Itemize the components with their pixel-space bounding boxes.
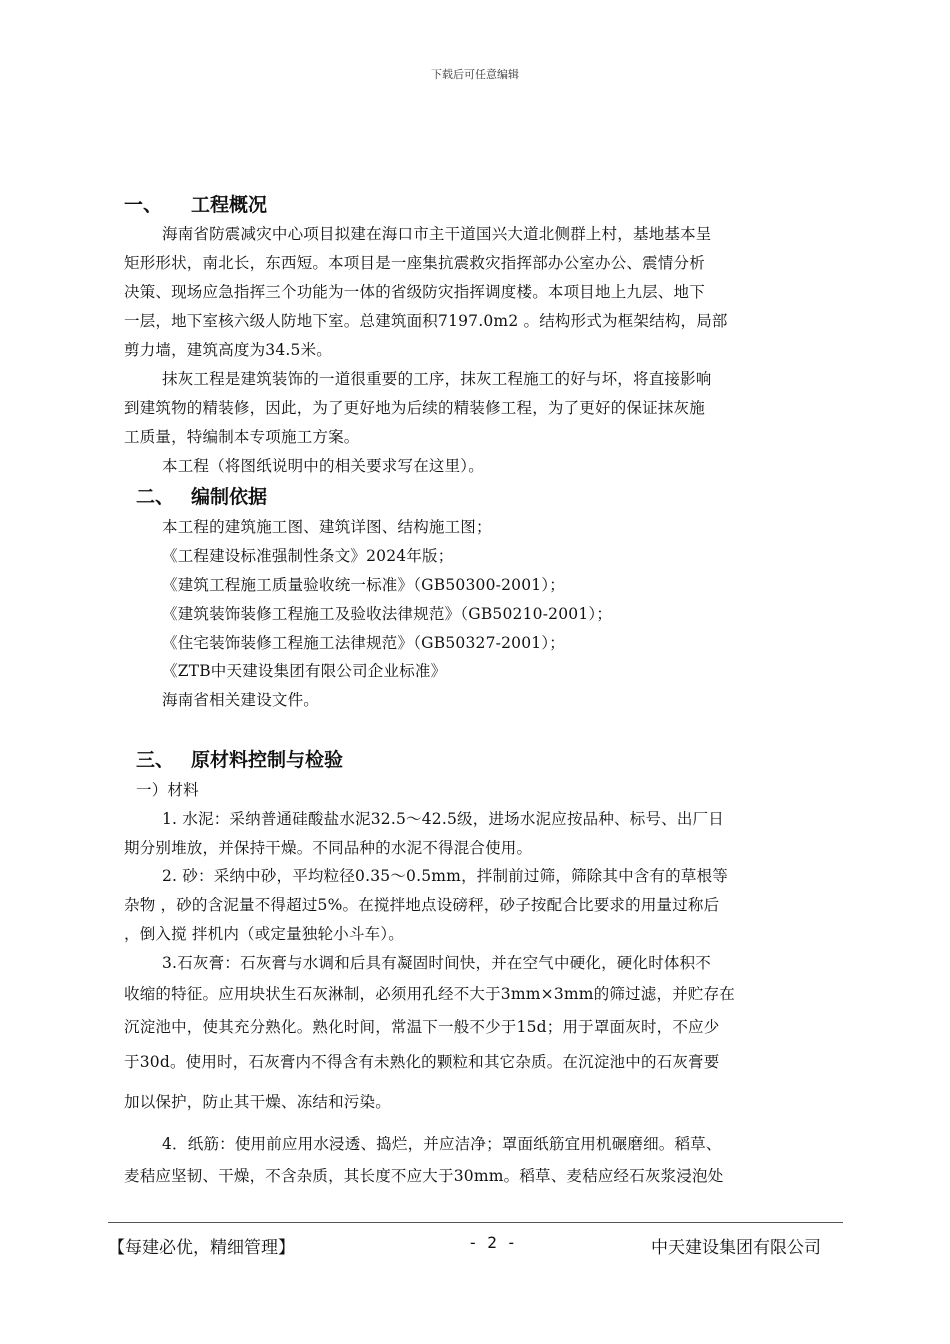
paragraph-line: 剪力墙，建筑高度为34.5米。 [124, 341, 333, 359]
section-title: 工程概况 [191, 194, 268, 216]
section-heading-1 [124, 190, 268, 217]
paragraph-line: 沉淀池中，使其充分熟化。熟化时间，常温下一般不少于15d；用于罩面灰时，不应少 [124, 1018, 720, 1036]
section-number: 一、 [124, 194, 163, 216]
section-heading-3 [136, 745, 344, 772]
footer-divider [108, 1222, 843, 1223]
reference-item: 《工程建设标准强制性条文》2024年版； [162, 547, 454, 565]
paragraph-line: 加以保护，防止其干燥、冻结和污染。 [124, 1093, 391, 1111]
paragraph-line: 海南省防震减灾中心项目拟建在海口市主干道国兴大道北侧群上村，基地基本呈 [162, 225, 712, 243]
footer-company: 中天建设集团有限公司 [651, 1238, 821, 1258]
paragraph-line: 决策、现场应急指挥三个功能为一体的省级防灾指挥调度楼。本项目地上九层、地下 [124, 283, 705, 301]
section-title: 编制依据 [191, 486, 268, 508]
reference-item: 本工程的建筑施工图、建筑详图、结构施工图； [162, 518, 492, 536]
paragraph-line: 4．纸筋：使用前应用水浸透、捣烂，并应洁净；罩面纸筋宜用机碾磨细。稻草、 [162, 1135, 722, 1153]
reference-item: 《住宅装饰装修工程施工法律规范》（GB50327-2001）； [162, 634, 565, 652]
reference-item: 《建筑装饰装修工程施工及验收法律规范》（GB50210-2001）； [162, 605, 613, 623]
section-heading-2 [136, 482, 268, 509]
reference-item: 《建筑工程施工质量验收统一标准》（GB50300-2001）； [162, 576, 565, 594]
section-title: 原材料控制与检验 [191, 749, 344, 771]
paragraph-line: 抹灰工程是建筑装饰的一道很重要的工序，抹灰工程施工的好与坏，将直接影响 [162, 370, 712, 388]
subsection-label: 一）材料 [136, 781, 199, 799]
paragraph-line: 工质量，特编制本专项施工方案。 [124, 428, 360, 446]
paragraph-line: ，倒入搅 拌机内（或定量独轮小斗车）。 [124, 925, 404, 943]
page-number: - 2 - [468, 1233, 517, 1252]
paragraph-line: 收缩的特征。应用块状生石灰淋制，必须用孔经不大于3mm×3mm的筛过滤，并贮存在 [124, 985, 736, 1003]
paragraph-line: 3.石灰膏：石灰膏与水调和后具有凝固时间快，并在空气中硬化，硬化时体积不 [162, 954, 711, 972]
header-note: 下载后可任意编辑 [431, 68, 519, 81]
paragraph-line: 于30d。使用时，石灰膏内不得含有未熟化的颗粒和其它杂质。在沉淀池中的石灰膏要 [124, 1053, 720, 1071]
paragraph-line: 到建筑物的精装修，因此，为了更好地为后续的精装修工程，为了更好的保证抹灰施 [124, 399, 705, 417]
section-number: 二、 [136, 486, 175, 508]
section-number: 三、 [136, 749, 175, 771]
paragraph-line: 1. 水泥：采纳普通硅酸盐水泥32.5～42.5级，进场水泥应按品种、标号、出厂日 [162, 810, 724, 828]
paragraph-line: 麦秸应坚韧、干燥，不含杂质，其长度不应大于30mm。稻草、麦秸应经石灰浆浸泡处 [124, 1167, 724, 1185]
paragraph-line: 本工程（将图纸说明中的相关要求写在这里）。 [162, 457, 484, 475]
reference-item: 《ZTB中天建设集团有限公司企业标准》 [162, 662, 447, 680]
paragraph-line: 2. 砂：采纳中砂，平均粒径0.35～0.5mm，拌制前过筛，筛除其中含有的草根等 [162, 867, 728, 885]
footer-slogan: 【每建必优，精细管理】 [108, 1238, 295, 1258]
paragraph-line: 杂物 ，砂的含泥量不得超过5%。在搅拌地点设磅秤，砂子按配合比要求的用量过称后 [124, 896, 720, 914]
paragraph-line: 矩形形状，南北长，东西短。本项目是一座集抗震救灾指挥部办公室办公、震情分析 [124, 254, 705, 272]
paragraph-line: 一层，地下室核六级人防地下室。总建筑面积7197.0m2 。结构形式为框架结构，局部 [124, 312, 728, 330]
reference-item: 海南省相关建设文件。 [162, 691, 320, 709]
paragraph-line: 期分别堆放，并保持干燥。不同品种的水泥不得混合使用。 [124, 839, 533, 857]
